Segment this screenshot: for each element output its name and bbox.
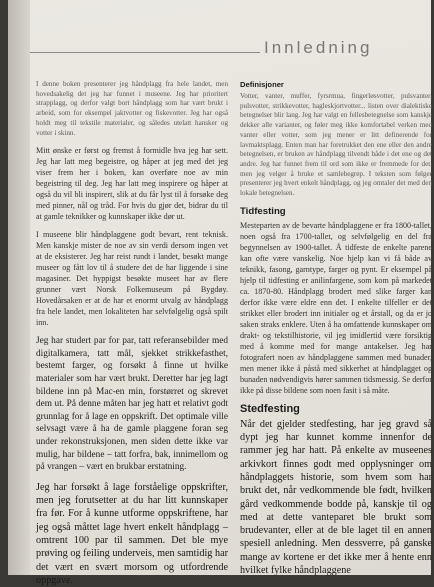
- method-paragraph: Jeg har studert par for par, tatt referansebilder med digitalkamera, tatt mål, sjekket strikkefasthet, bestemt farger, og forsøkt å finne ut hvilke materialer som har vært brukt. Deretter har jeg lagt bildene inn på Mac-en min, forstørret og skrevet dem ut. På denne måten har jeg hatt et relativt godt grunnlag for å lage en oppskrift. Det optimale ville selvsagt være å ha de gamle plaggene foran seg under rekonstruksjonen, men siden dette ikke var mulig, har bildene – tatt forfra, bak, innimellom og på vrangen – vært en brukbar erstatning.: [36, 336, 228, 473]
- section-heading-tidfesting: Tidfesting: [240, 205, 286, 217]
- definisjoner-text: Votter, vanter, muffer, fyrsrmua, fingerløsvotter, pulsvanter, pulsvotter, strikkevotter, hagleskjortvotter... listen over dialektiske betegnelser blir lang. Jeg har valgt en fellesbetegnelse som kanskje dekker alle varianter, og føler meg ikke komfortabel verken med vanter eller votter, som jeg mener er litt definerende for lavmaktsplagg. Enten man har foretrukket den ene eller den andre betegnelsen, er bruken av håndplagg tilvendt både i det ene og det andre. Jeg har funnet frem til ord som ikke er fremmede for det, men jeg velger å bruke et samlebegrep. I teksten som følger presenterer jeg hvert enkelt håndplagg, og jeg omtaler det med den lokale betegnelsen.: [240, 92, 432, 198]
- museums-paragraph: I museene blir håndplaggene godt bevart, rent teknisk. Men kanskje mister de noe av sin verdi dersom ingen vet at de eksisterer. Jeg har reist rundt i landet, besøkt mange museer og fått lov til å studere det de har liggende i sine magasiner. Det hyppigst besøkte museet har av flere grunner vært Norsk Folkemuseum på Bygdøy. Hovedårsaken er at de har et enormt utvalg av håndplagg fra hele landet, men lokaliteten har selvfølgelig også spilt inn.: [36, 230, 228, 328]
- right-text-column: [240, 80, 432, 575]
- chapter-title: Innledning: [264, 38, 373, 57]
- header-rule: [30, 52, 260, 53]
- wish-paragraph: Mitt ønske er først og fremst å formidle hva jeg har sett. Jeg har latt meg begeistre, og håper at jeg med det jeg viser frem her i boken, kan overføre noe av min begeistring til deg. Jeg har latt meg inspirere og håper at også du vil bli inspirert, slik at du får lyst til å forsøke deg med pinner, nål og tråd. For hvis du gjør det, bidrar du til at gamle teknikker og kunnskaper ikke dør ut.: [36, 146, 228, 222]
- page-gutter-shadow: [8, 0, 30, 575]
- stedfesting-text: Når det gjelder stedfesting, har jeg gravd så dypt jeg har kunnet komme innenfor de rammer jeg har hatt. På enkelte av museenes arkivkort finnes godt med opplysninger om håndplaggets historie, som hvem som har brukt det, når vedkommende ble født, hvilken gård vedkommende bodde på, kanskje til og med at dette vanteparet ble brukt som brudevanter, eller at de ble laget til en annen spesiell anledning. Men dessverre, på ganske mange av kortene er det ikke mer å hente enn hvilket fylke håndplaggene: [240, 418, 432, 576]
- left-text-column: [36, 80, 228, 586]
- tidfesting-text: Mesteparten av de bevarte håndplaggene er fra 1800-tallet, noen også fra 1700-tallet, og selvfølgelig en del fra begynnelsen av 1900-tallet. Å tidfeste de enkelte parene kan ofte være vanskelig. Noe hjelp kan vi få både av teknikk, fasong, garntype, farger og pynt. Er eksempel på hjelp til tidfesting er anilinfargene, som kom på markedet ca. 1870-80. Håndplagg brodert med slike farger kan derfor ikke være eldre enn det. I enkelte tilfeller er det strikket eller brodert inn initialer og et årstall, og da er jo saken straks enklere. Uten å ha omfattende kunnskaper om drakt- og tekstilhistorie, vil jeg imidlertid være forsiktig med å komme med for mange antakelser. Jeg har fotografert noen av håndplaggene sammen med bunader, men mener ikke å påstå med sikkerhet at håndplagget og bunaden nødvendigvis hører sammen tidsmessig. Se derfor ikke på disse bildene som noen fasit i så måte.: [240, 220, 432, 395]
- section-heading-stedfesting: Stedfesting: [240, 402, 300, 415]
- patterns-paragraph: Jeg har forsøkt å lage forståelige oppskrifter, men jeg forutsetter at du har litt kunnskaper fra før. For å kunne utforme oppskriftene, har jeg også måttet lage hvert enkelt håndplagg – omtrent 100 par til sammen. Det ble mye prøving og feiling underveis, men samtidig har det vært en svært morsom og utfordrende oppgave.: [36, 481, 228, 586]
- book-page: [8, 0, 432, 586]
- section-heading-definisjoner: Definisjoner: [240, 80, 284, 89]
- intro-paragraph: I denne boken presenterer jeg håndplagg fra hele landet, men hovedsakelig det jeg har funnet i museene. Jeg har prioritert strapplagg, og derfor valgt bort håndplagg som har vært brukt i arbeid, som for eksempel jaktvotter og fiskevotter. Jeg har også holdt meg til tekstile materialer, og således utelatt hansker og votter i skinn.: [36, 80, 228, 137]
